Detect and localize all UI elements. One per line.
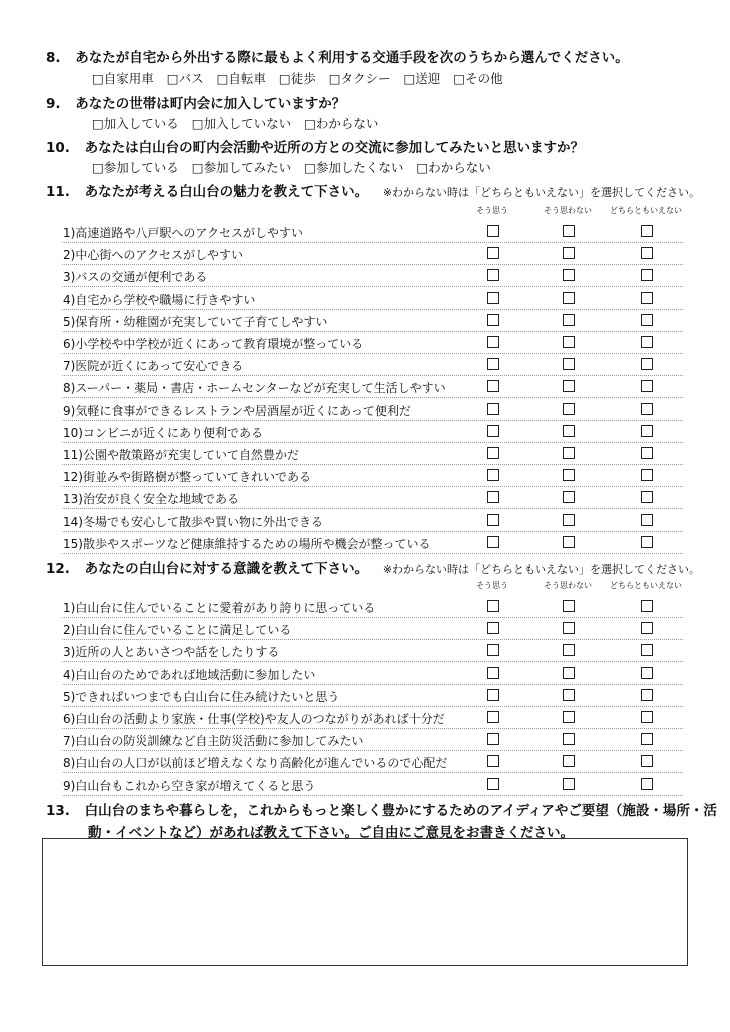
checkbox-agree[interactable] [487, 778, 499, 790]
survey-item-row [0, 265, 730, 287]
survey-item-row [0, 532, 730, 554]
option-not-joined[interactable]: □加入していない [191, 116, 292, 131]
checkbox-agree[interactable] [487, 336, 499, 348]
checkbox-agree[interactable] [487, 622, 499, 634]
survey-item-label: 7)白山台の防災訓練など自主防災活動に参加してみたい [63, 734, 364, 749]
survey-item-row [0, 729, 730, 751]
survey-item-row [0, 443, 730, 465]
checkbox-agree[interactable] [487, 225, 499, 237]
survey-item-label: 3)バスの交通が便利である [63, 270, 208, 285]
survey-item-row [0, 707, 730, 729]
survey-item-label: 8)スーパー・薬局・書店・ホームセンターなどが充実して生活しやすい [63, 381, 446, 396]
question-number: 12. [46, 561, 70, 577]
survey-item-label: 1)白山台に住んでいることに愛着があり誇りに思っている [63, 601, 376, 615]
question-text: あなたが自宅から外出する際に最もよく利用する交通手段を次のうちから選んでください。 [75, 50, 629, 66]
survey-item-row [0, 465, 730, 487]
checkbox-agree[interactable] [487, 733, 499, 745]
survey-item-row [0, 354, 730, 376]
checkbox-neutral[interactable] [641, 667, 653, 679]
checkbox-neutral[interactable] [641, 491, 653, 503]
checkbox-agree[interactable] [487, 247, 499, 259]
survey-item-label: 6)小学校や中学校が近くにあって教育環境が整っている [63, 337, 364, 351]
survey-item-row [0, 310, 730, 332]
checkbox-disagree[interactable] [563, 380, 575, 392]
question-note: ※わからない時は「どちらともいえない」を選択してください。 [382, 186, 701, 199]
survey-item-label: 4)白山台のためであれば地域活動に参加したい [63, 667, 316, 682]
checkbox-agree[interactable] [487, 711, 499, 723]
option-walk[interactable]: □徒歩 [278, 71, 316, 86]
checkbox-neutral[interactable] [641, 380, 653, 392]
checkbox-disagree[interactable] [563, 314, 575, 326]
checkbox-disagree[interactable] [563, 644, 575, 656]
row-divider [62, 795, 683, 796]
checkbox-neutral[interactable] [641, 447, 653, 459]
checkbox-neutral[interactable] [641, 469, 653, 481]
question-number: 10. [46, 140, 70, 156]
checkbox-neutral[interactable] [641, 225, 653, 237]
survey-item-row [0, 399, 730, 421]
survey-item-label: 2)中心街へのアクセスがしやすい [63, 248, 243, 263]
question-number: 11. [46, 184, 70, 200]
survey-item-label: 1)高速道路や八戸駅へのアクセスがしやすい [63, 226, 303, 240]
row-divider [62, 553, 683, 554]
header-disagree: そう思わない [544, 581, 592, 590]
checkbox-neutral[interactable] [641, 314, 653, 326]
survey-item-row [0, 751, 730, 773]
checkbox-neutral[interactable] [641, 689, 653, 701]
option-want-participate[interactable]: □参加してみたい [191, 160, 292, 175]
survey-item-label: 9)気軽に食事ができるレストランや居酒屋が近くにあって便利だ [63, 403, 411, 418]
checkbox-neutral[interactable] [641, 644, 653, 656]
checkbox-disagree[interactable] [563, 292, 575, 304]
survey-item-label: 12)街並みや街路樹が整っていてきれいである [63, 470, 311, 485]
survey-item-row [0, 288, 730, 310]
checkbox-neutral[interactable] [641, 733, 653, 745]
option-bicycle[interactable]: □自転車 [216, 71, 266, 86]
checkbox-neutral[interactable] [641, 247, 653, 259]
question-10-title [46, 136, 584, 156]
checkbox-disagree[interactable] [563, 600, 575, 612]
option-pickup[interactable]: □送迎 [403, 71, 441, 86]
checkbox-neutral[interactable] [641, 425, 653, 437]
question-11-title [46, 180, 700, 200]
header-agree: そう思う [476, 581, 508, 590]
survey-item-row [0, 663, 730, 685]
survey-item-label: 10)コンビニが近くにあり便利である [63, 425, 263, 440]
checkbox-agree[interactable] [487, 536, 499, 548]
checkbox-disagree[interactable] [563, 778, 575, 790]
survey-item-label: 8)白山台の人口が以前ほど増えなくなり高齢化が進んでいるので心配だ [63, 756, 448, 771]
checkbox-disagree[interactable] [563, 225, 575, 237]
survey-item-label: 3)近所の人とあいさつや話をしたりする [63, 645, 280, 660]
checkbox-agree[interactable] [487, 469, 499, 481]
question-8-options [92, 69, 512, 87]
survey-item-row [0, 618, 730, 640]
question-number: 9. [46, 96, 61, 112]
checkbox-agree[interactable] [487, 491, 499, 503]
question-10-options [92, 158, 500, 176]
option-other[interactable]: □その他 [453, 71, 503, 86]
header-neutral: どちらともいえない [610, 206, 682, 215]
survey-item-row [0, 221, 730, 243]
checkbox-neutral[interactable] [641, 269, 653, 281]
header-agree: そう思う [476, 206, 508, 215]
checkbox-disagree[interactable] [563, 491, 575, 503]
survey-item-row [0, 487, 730, 509]
checkbox-agree[interactable] [487, 380, 499, 392]
survey-item-row [0, 685, 730, 707]
survey-item-label: 13)治安が良く安全な地域である [63, 492, 239, 507]
survey-item-row [0, 596, 730, 618]
checkbox-disagree[interactable] [563, 667, 575, 679]
checkbox-agree[interactable] [487, 514, 499, 526]
checkbox-neutral[interactable] [641, 292, 653, 304]
checkbox-agree[interactable] [487, 269, 499, 281]
survey-item-label: 2)白山台に住んでいることに満足している [63, 623, 292, 638]
option-not-want[interactable]: □参加したくない [304, 160, 404, 175]
header-neutral: どちらともいえない [610, 581, 682, 590]
checkbox-disagree[interactable] [563, 447, 575, 459]
checkbox-agree[interactable] [487, 425, 499, 437]
checkbox-agree[interactable] [487, 644, 499, 656]
checkbox-agree[interactable] [487, 292, 499, 304]
question-text: あなたの白山台に対する意識を教えて下さい。 [84, 561, 369, 577]
survey-item-row [0, 376, 730, 398]
checkbox-disagree[interactable] [563, 755, 575, 767]
checkbox-disagree[interactable] [563, 247, 575, 259]
question-number: 8. [46, 50, 61, 66]
checkbox-disagree[interactable] [563, 358, 575, 370]
checkbox-disagree[interactable] [563, 622, 575, 634]
survey-item-label: 14)冬場でも安心して散歩や買い物に外出できる [63, 514, 323, 529]
checkbox-disagree[interactable] [563, 425, 575, 437]
checkbox-agree[interactable] [487, 358, 499, 370]
survey-item-label: 4)自宅から学校や職場に行きやすい [63, 292, 256, 307]
survey-item-row [0, 510, 730, 532]
question-8-title [46, 46, 629, 66]
question-text: あなたが考える白山台の魅力を教えて下さい。 [84, 184, 369, 200]
question-note: ※わからない時は「どちらともいえない」を選択してください。 [382, 563, 701, 576]
checkbox-disagree[interactable] [563, 403, 575, 415]
survey-item-label: 6)白山台の活動より家族・仕事(学校)や友人のつながりがあれば十分だ [63, 712, 445, 726]
survey-item-label: 5)保育所・幼稚園が充実していて子育てしやすい [63, 314, 328, 329]
checkbox-disagree[interactable] [563, 711, 575, 723]
checkbox-neutral[interactable] [641, 403, 653, 415]
checkbox-neutral[interactable] [641, 711, 653, 723]
checkbox-neutral[interactable] [641, 755, 653, 767]
checkbox-disagree[interactable] [563, 469, 575, 481]
survey-item-label: 9)白山台もこれから空き家が増えてくると思う [63, 778, 316, 793]
survey-item-row [0, 640, 730, 662]
checkbox-agree[interactable] [487, 314, 499, 326]
free-answer-box[interactable] [42, 838, 688, 966]
option-joined[interactable]: □加入している [92, 116, 179, 131]
question-12-title [46, 557, 700, 577]
header-disagree: そう思わない [544, 206, 592, 215]
survey-item-label: 11)公園や散策路が充実していて自然豊かだ [63, 448, 299, 462]
survey-item-row [0, 332, 730, 354]
checkbox-agree[interactable] [487, 600, 499, 612]
question-9-title [46, 92, 345, 112]
checkbox-disagree[interactable] [563, 269, 575, 281]
checkbox-disagree[interactable] [563, 514, 575, 526]
question-13-title [46, 799, 717, 819]
checkbox-disagree[interactable] [563, 336, 575, 348]
question-text: あなたは白山台の町内会活動や近所の方との交流に参加してみたいと思いますか？ [84, 140, 585, 156]
question-9-options [92, 114, 387, 132]
checkbox-agree[interactable] [487, 667, 499, 679]
checkbox-disagree[interactable] [563, 536, 575, 548]
checkbox-agree[interactable] [487, 447, 499, 459]
survey-item-row [0, 774, 730, 796]
checkbox-neutral[interactable] [641, 336, 653, 348]
checkbox-agree[interactable] [487, 403, 499, 415]
checkbox-neutral[interactable] [641, 536, 653, 548]
checkbox-disagree[interactable] [563, 733, 575, 745]
question-number: 13. [46, 803, 70, 819]
checkbox-agree[interactable] [487, 689, 499, 701]
survey-item-row [0, 421, 730, 443]
checkbox-neutral[interactable] [641, 514, 653, 526]
question-13-text-line-2: 動・イベントなど）があれば教えて下さい。ご自由にご意見をお書きください。 [88, 825, 574, 841]
option-taxi[interactable]: □タクシー [328, 71, 391, 86]
survey-item-label: 15)散歩やスポーツなど健康維持するための場所や機会が整っている [63, 536, 431, 551]
checkbox-agree[interactable] [487, 755, 499, 767]
checkbox-disagree[interactable] [563, 689, 575, 701]
survey-item-label: 5)できればいつまでも白山台に住み続けたいと思う [63, 689, 340, 704]
question-text: あなたの世帯は町内会に加入していますか？ [75, 96, 346, 112]
checkbox-neutral[interactable] [641, 778, 653, 790]
survey-item-row [0, 243, 730, 265]
question-text-line-1: 白山台のまちや暮らしを，これからもっと楽しく豊かにするためのアイディアやご要望（施設・場所・活 [84, 803, 717, 819]
checkbox-neutral[interactable] [641, 600, 653, 612]
option-unknown[interactable]: □わからない [304, 116, 379, 131]
option-participating[interactable]: □参加している [92, 160, 179, 175]
survey-item-label: 7)医院が近くにあって安心できる [63, 359, 244, 374]
option-car[interactable]: □自家用車 [92, 71, 154, 86]
option-bus[interactable]: □バス [166, 71, 204, 86]
checkbox-neutral[interactable] [641, 358, 653, 370]
checkbox-neutral[interactable] [641, 622, 653, 634]
option-unknown[interactable]: □わからない [416, 160, 491, 175]
